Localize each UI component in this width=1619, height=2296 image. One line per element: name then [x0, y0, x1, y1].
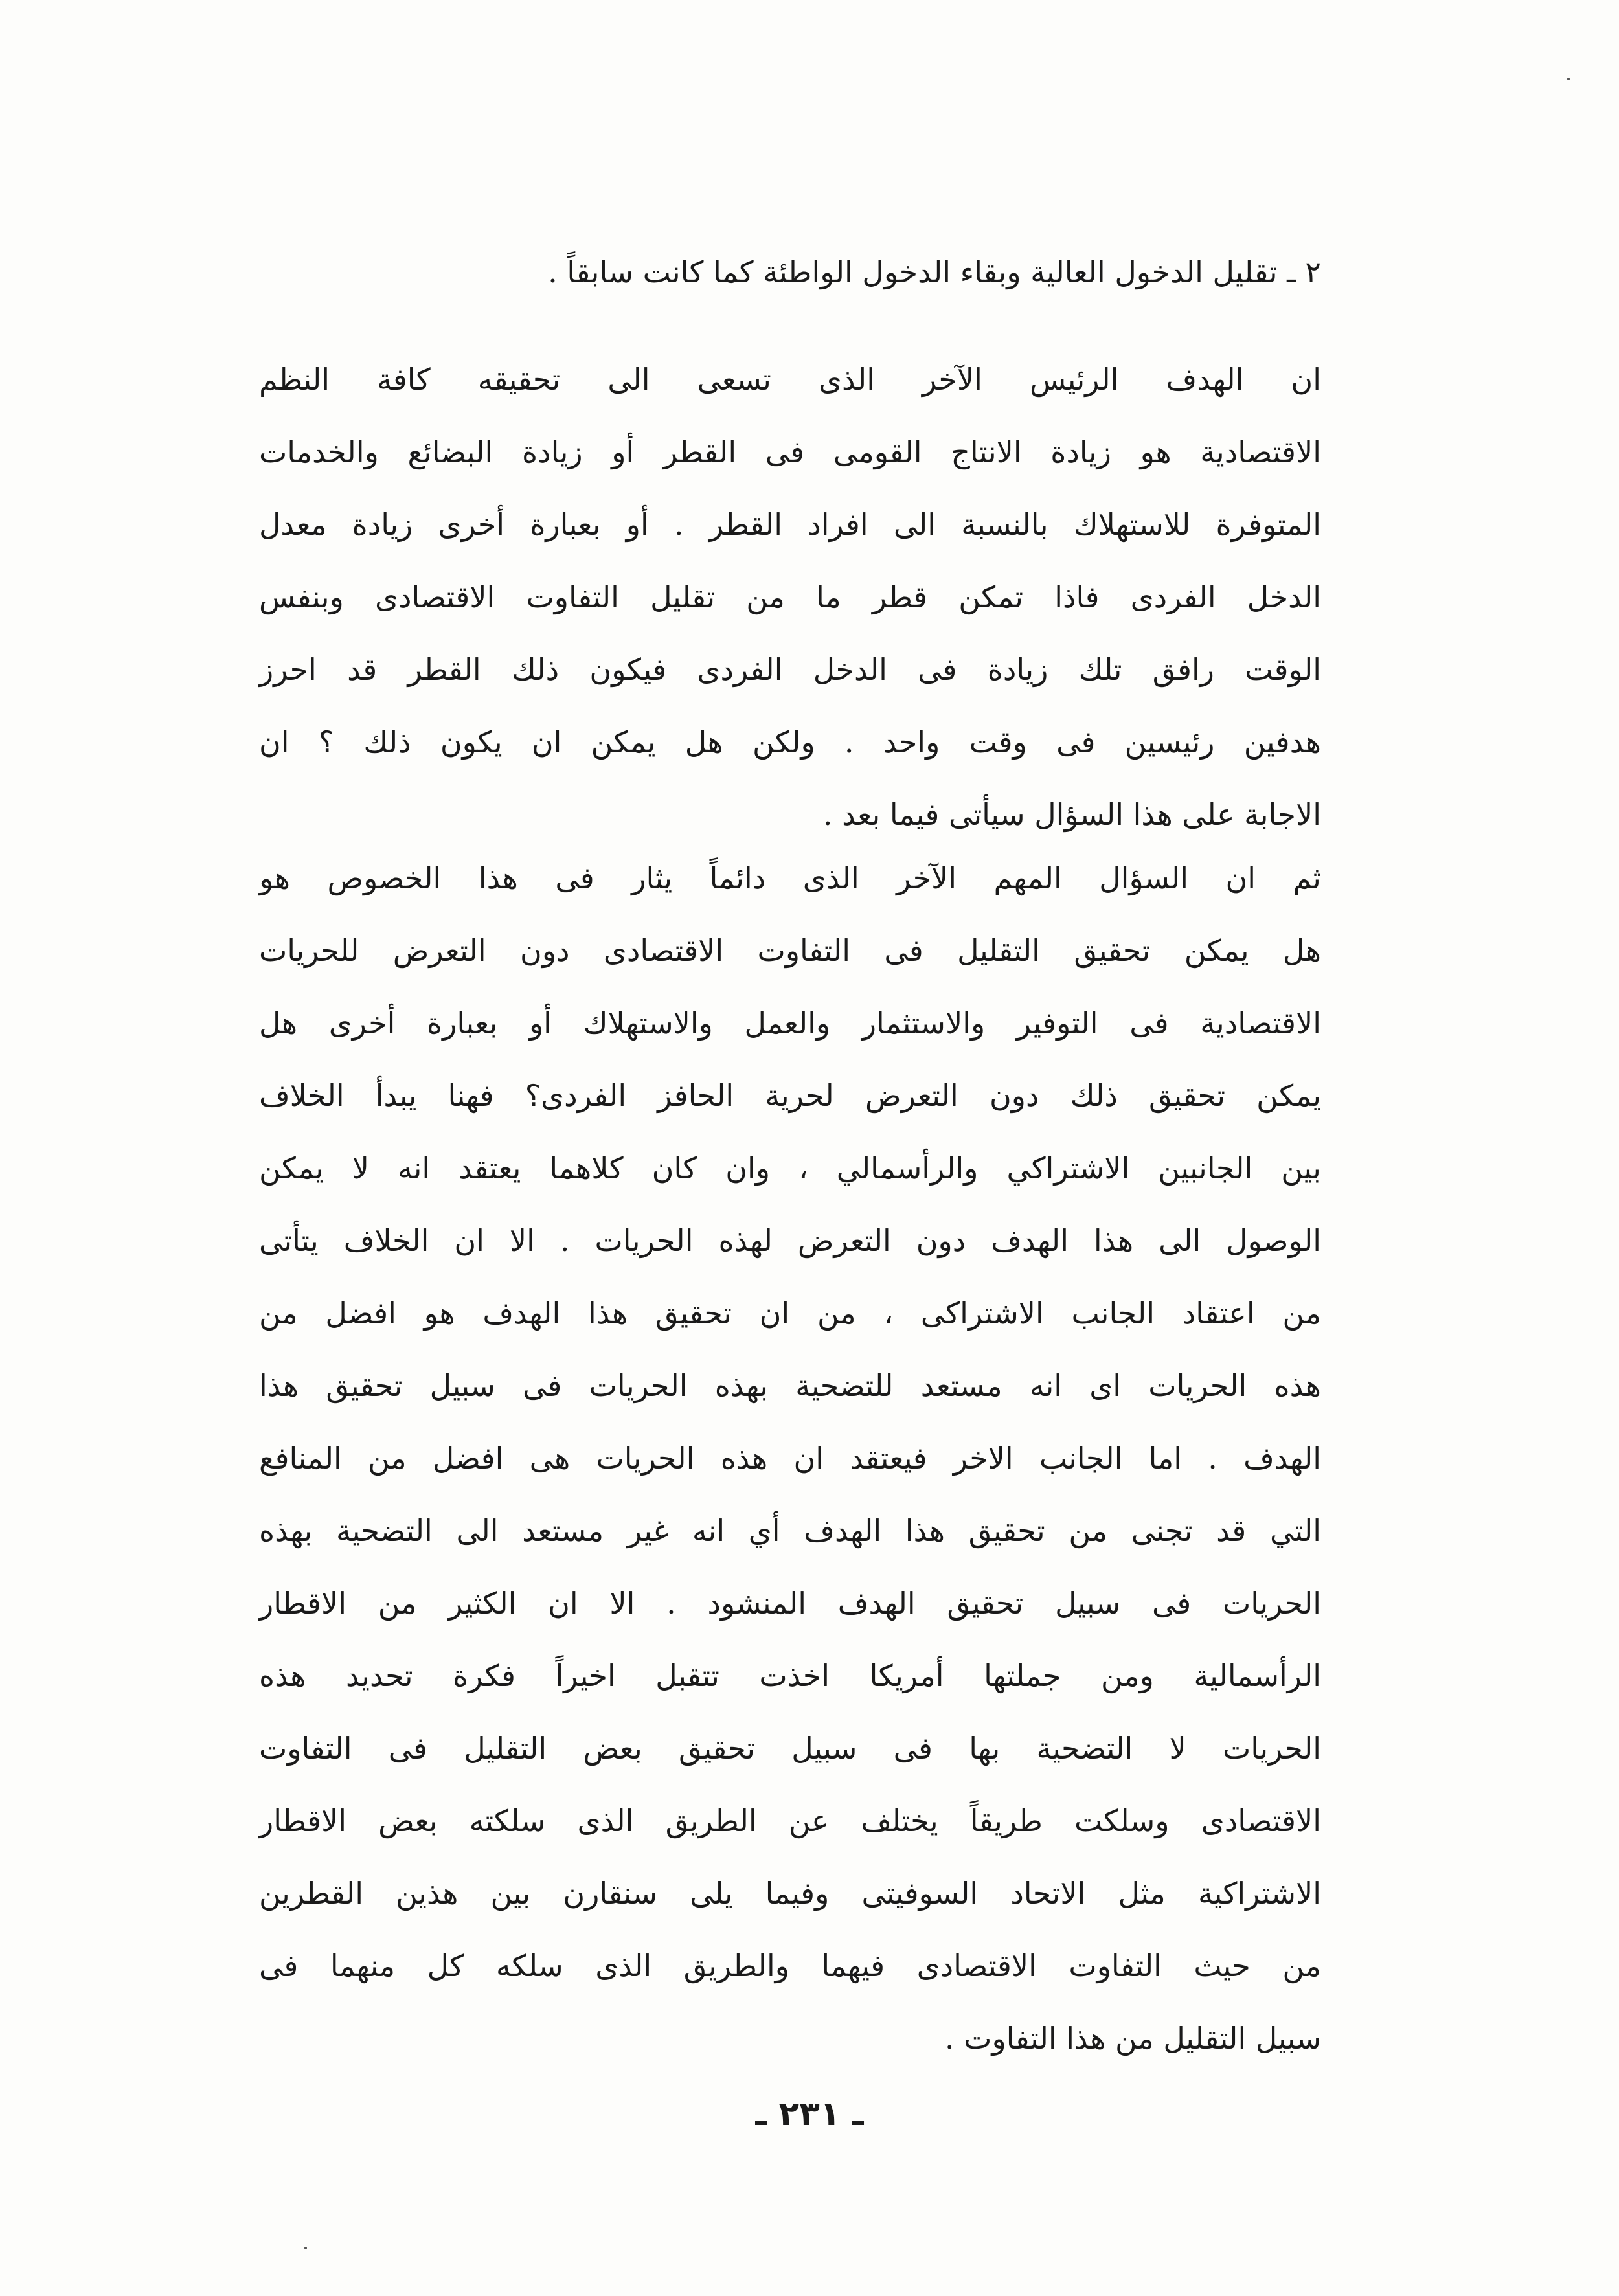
- item-text: ٢ ـ تقليل الدخول العالية وبقاء الدخول الواطئة كما كانت سابقاً .: [548, 254, 1321, 289]
- paragraph-2: [259, 842, 1321, 2075]
- paragraph-line: سبيل التقليل من هذا التفاوت .: [944, 2021, 1321, 2056]
- paragraph-line: الاقتصادية هو زيادة الانتاج القومى فى القطر أو زيادة البضائع والخدمات: [259, 434, 1321, 469]
- page-number: ـ ٢٣١ ـ: [755, 2095, 864, 2133]
- paragraph-line: بين الجانبين الاشتراكي والرأسمالي ، وان كان كلاهما يعتقد انه لا يمكن: [259, 1151, 1321, 1186]
- paragraph-line: الحريات لا التضحية بها فى سبيل تحقيق بعض التقليل فى التفاوت: [259, 1731, 1321, 1766]
- paragraph-line: الدخل الفردى فاذا تمكن قطر ما من تقليل التفاوت الاقتصادى وبنفس: [259, 580, 1321, 614]
- paragraph-line: التي قد تجنى من تحقيق هذا الهدف أي انه غير مستعد الى التضحية بهذه: [259, 1513, 1321, 1548]
- paragraph-line: الاقتصادية فى التوفير والاستثمار والعمل والاستهلاك أو بعبارة أخرى هل: [259, 1006, 1321, 1041]
- paragraph-line: ثم ان السؤال المهم الآخر الذى دائماً يثار فى هذا الخصوص هو: [259, 861, 1321, 895]
- paragraph-line: الرأسمالية ومن جملتها أمريكا اخذت تتقبل اخيراً فكرة تحديد هذه: [259, 1658, 1321, 1693]
- paragraph-line: الوقت رافق تلك زيادة فى الدخل الفردى فيكون ذلك القطر قد احرز: [259, 652, 1321, 687]
- paragraph-1: [259, 343, 1321, 851]
- paragraph-line: هل يمكن تحقيق التقليل فى التفاوت الاقتصادى دون التعرض للحريات: [259, 933, 1321, 968]
- paragraph-line: الوصول الى هذا الهدف دون التعرض لهذه الحريات . الا ان الخلاف يتأتى: [259, 1223, 1321, 1258]
- scan-speck: [1567, 78, 1570, 80]
- numbered-item: [259, 236, 1321, 308]
- paragraph-line: المتوفرة للاستهلاك بالنسبة الى افراد القطر . أو بعبارة أخرى زيادة معدل: [259, 507, 1321, 542]
- paragraph-line: هذه الحريات اى انه مستعد للتضحية بهذه الحريات فى سبيل تحقيق هذا: [259, 1368, 1321, 1403]
- paragraph-line: هدفين رئيسين فى وقت واحد . ولكن هل يمكن ان يكون ذلك ؟ ان: [259, 725, 1321, 760]
- paragraph-line: الحريات فى سبيل تحقيق الهدف المنشود . الا ان الكثير من الاقطار: [259, 1586, 1321, 1621]
- paragraph-line: يمكن تحقيق ذلك دون التعرض لحرية الحافز الفردى؟ فهنا يبدأ الخلاف: [259, 1078, 1321, 1113]
- paragraph-line: الاجابة على هذا السؤال سيأتى فيما بعد .: [822, 797, 1321, 832]
- paragraph-line: من حيث التفاوت الاقتصادى فيهما والطريق الذى سلكه كل منهما فى: [259, 1948, 1321, 1983]
- paragraph-line: من اعتقاد الجانب الاشتراكى ، من ان تحقيق هذا الهدف هو افضل من: [259, 1296, 1321, 1331]
- paragraph-line: ان الهدف الرئيس الآخر الذى تسعى الى تحقيقه كافة النظم: [259, 362, 1321, 397]
- paragraph-line: الاقتصادى وسلكت طريقاً يختلف عن الطريق الذى سلكته بعض الاقطار: [259, 1803, 1321, 1838]
- scan-speck: [304, 2247, 307, 2249]
- paragraph-line: الهدف . اما الجانب الاخر فيعتقد ان هذه الحريات هى افضل من المنافع: [259, 1441, 1321, 1476]
- paragraph-line: الاشتراكية مثل الاتحاد السوفيتى وفيما يلى سنقارن بين هذين القطرين: [259, 1876, 1321, 1911]
